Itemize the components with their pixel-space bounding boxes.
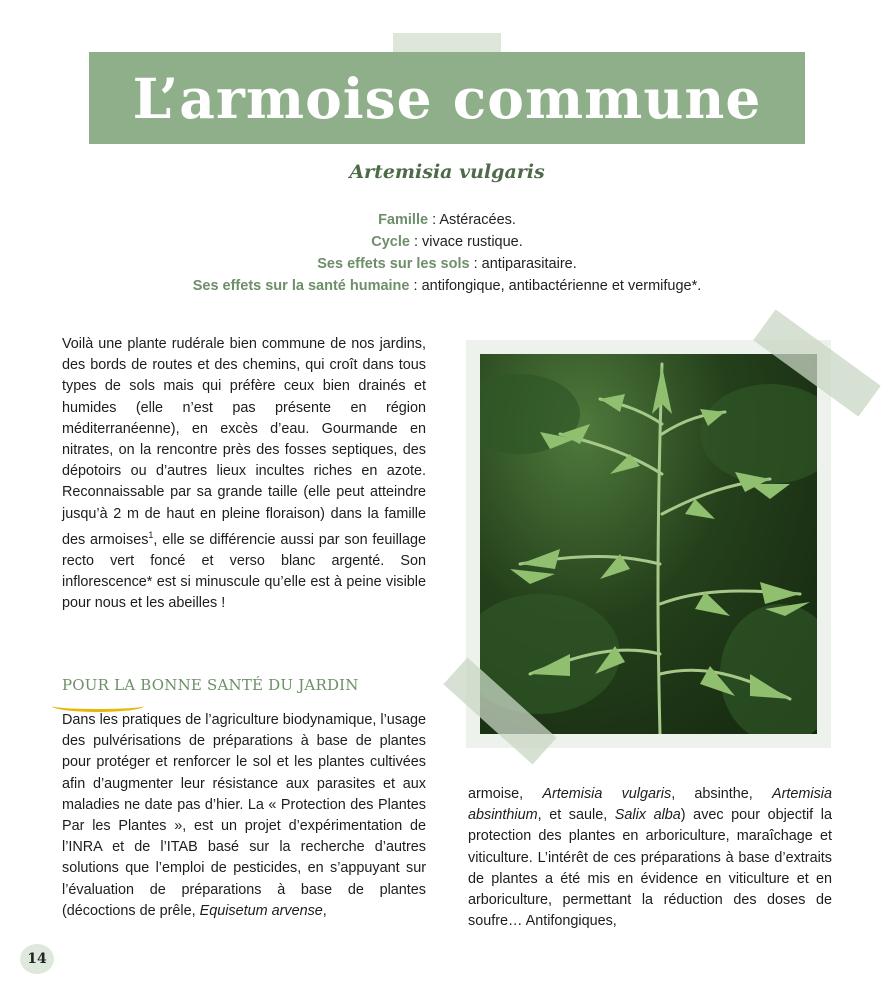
fact-health-effects [0,275,894,297]
section-left-text: Dans les pratiques de l’agriculture biodynamique, l’usage des pulvérisations de préparations à base de plantes pour protéger et renforcer le sol et les plantes cultivées afin d’augmenter leur résistance aux parasites et aux maladies ne date pas d’hier. La « Protection des Plantes Par les Plantes », est un projet d’expérimentation de l’INRA et de l’ITAB basé sur la recherche d’autres solutions que l’emploi de pesticides, en s’appuyant sur l’évaluation de préparations à base de plantes (décoctions de prêle, [62,712,426,919]
fact-value: Astéracées. [439,212,516,228]
section-left-end: , [322,902,327,919]
fact-separator: : [469,256,482,272]
section-right-i2: Artemisia absinthium [468,786,833,824]
fact-soil-effects [0,253,894,275]
fact-label: Famille [378,212,429,228]
section-right-t1: armoise, [468,786,543,802]
intro-text-part1: Voilà une plante rudérale bien commune de nos jardins, des bords de routes et des chemins, qui croît dans tous types de sols mais qui préfère ceux bien drainés et humides (elle n’est pas présente en région méditerranéenne), en excès d’eau. Gourmande en nitrates, on la rencontre près des fosses septiques, des dépotoirs ou d’autres lieux incultes riches en azote. Reconnaissable par sa grande taille (elle peut atteindre jusqu’à 2 m de haut en pleine floraison) dans la famille des armoises [62,336,426,548]
fact-cycle [0,231,894,253]
fact-value: antifongique, antibactérienne et vermifuge*. [421,278,702,294]
section-right-i1: Artemisia vulgaris [542,786,672,802]
fact-label: Cycle [371,234,410,250]
plant-facts [0,209,894,297]
section-left-italic: Equisetum arvense [199,902,323,919]
section-paragraph-left [62,710,426,922]
mugwort-plant-illustration [480,354,817,734]
latin-name: Artemisia vulgaris [349,161,545,183]
title-banner [89,52,805,144]
section-heading: POUR LA BONNE SANTÉ DU JARDIN [62,676,359,694]
intro-paragraph [62,334,426,614]
fact-label: Ses effets sur les sols [317,256,470,272]
fact-separator: : [409,278,422,294]
page-number: 14 [20,944,54,974]
section-right-t2: , absinthe, [671,786,773,802]
section-paragraph-right [468,784,832,932]
section-left-column [62,710,426,922]
page-title: L’armoise commune [132,65,762,131]
section-right-column [468,784,832,932]
fact-separator: : [409,234,423,250]
fact-value: antiparasitaire. [481,256,577,272]
fact-label: Ses effets sur la santé humaine [192,278,410,294]
fact-separator: : [428,212,440,228]
footnote-marker: 1 [148,529,154,540]
intro-text-part2: , elle se différencie aussi par son feuillage recto vert foncé et verso blanc argenté. Son inflorescence* est si minuscule qu’elle est à peine visible pour nous et les abeilles ! [62,531,426,612]
section-right-i3: Salix alba [614,807,681,824]
fact-value: vivace rustique. [422,234,523,250]
plant-photo [480,354,817,734]
section-right-t4: ) avec pour objectif la protection des plantes en arboriculture, maraîchage et viticulture. L’intérêt de ces préparations à base d’extraits de plantes a été mis en évidence en viticulture et en arboriculture, permettant la réduction des doses de soufre… Antifongiques, [468,807,832,930]
fact-family [0,209,894,231]
section-right-t3: , et saule, [537,807,615,824]
intro-column [62,334,426,614]
